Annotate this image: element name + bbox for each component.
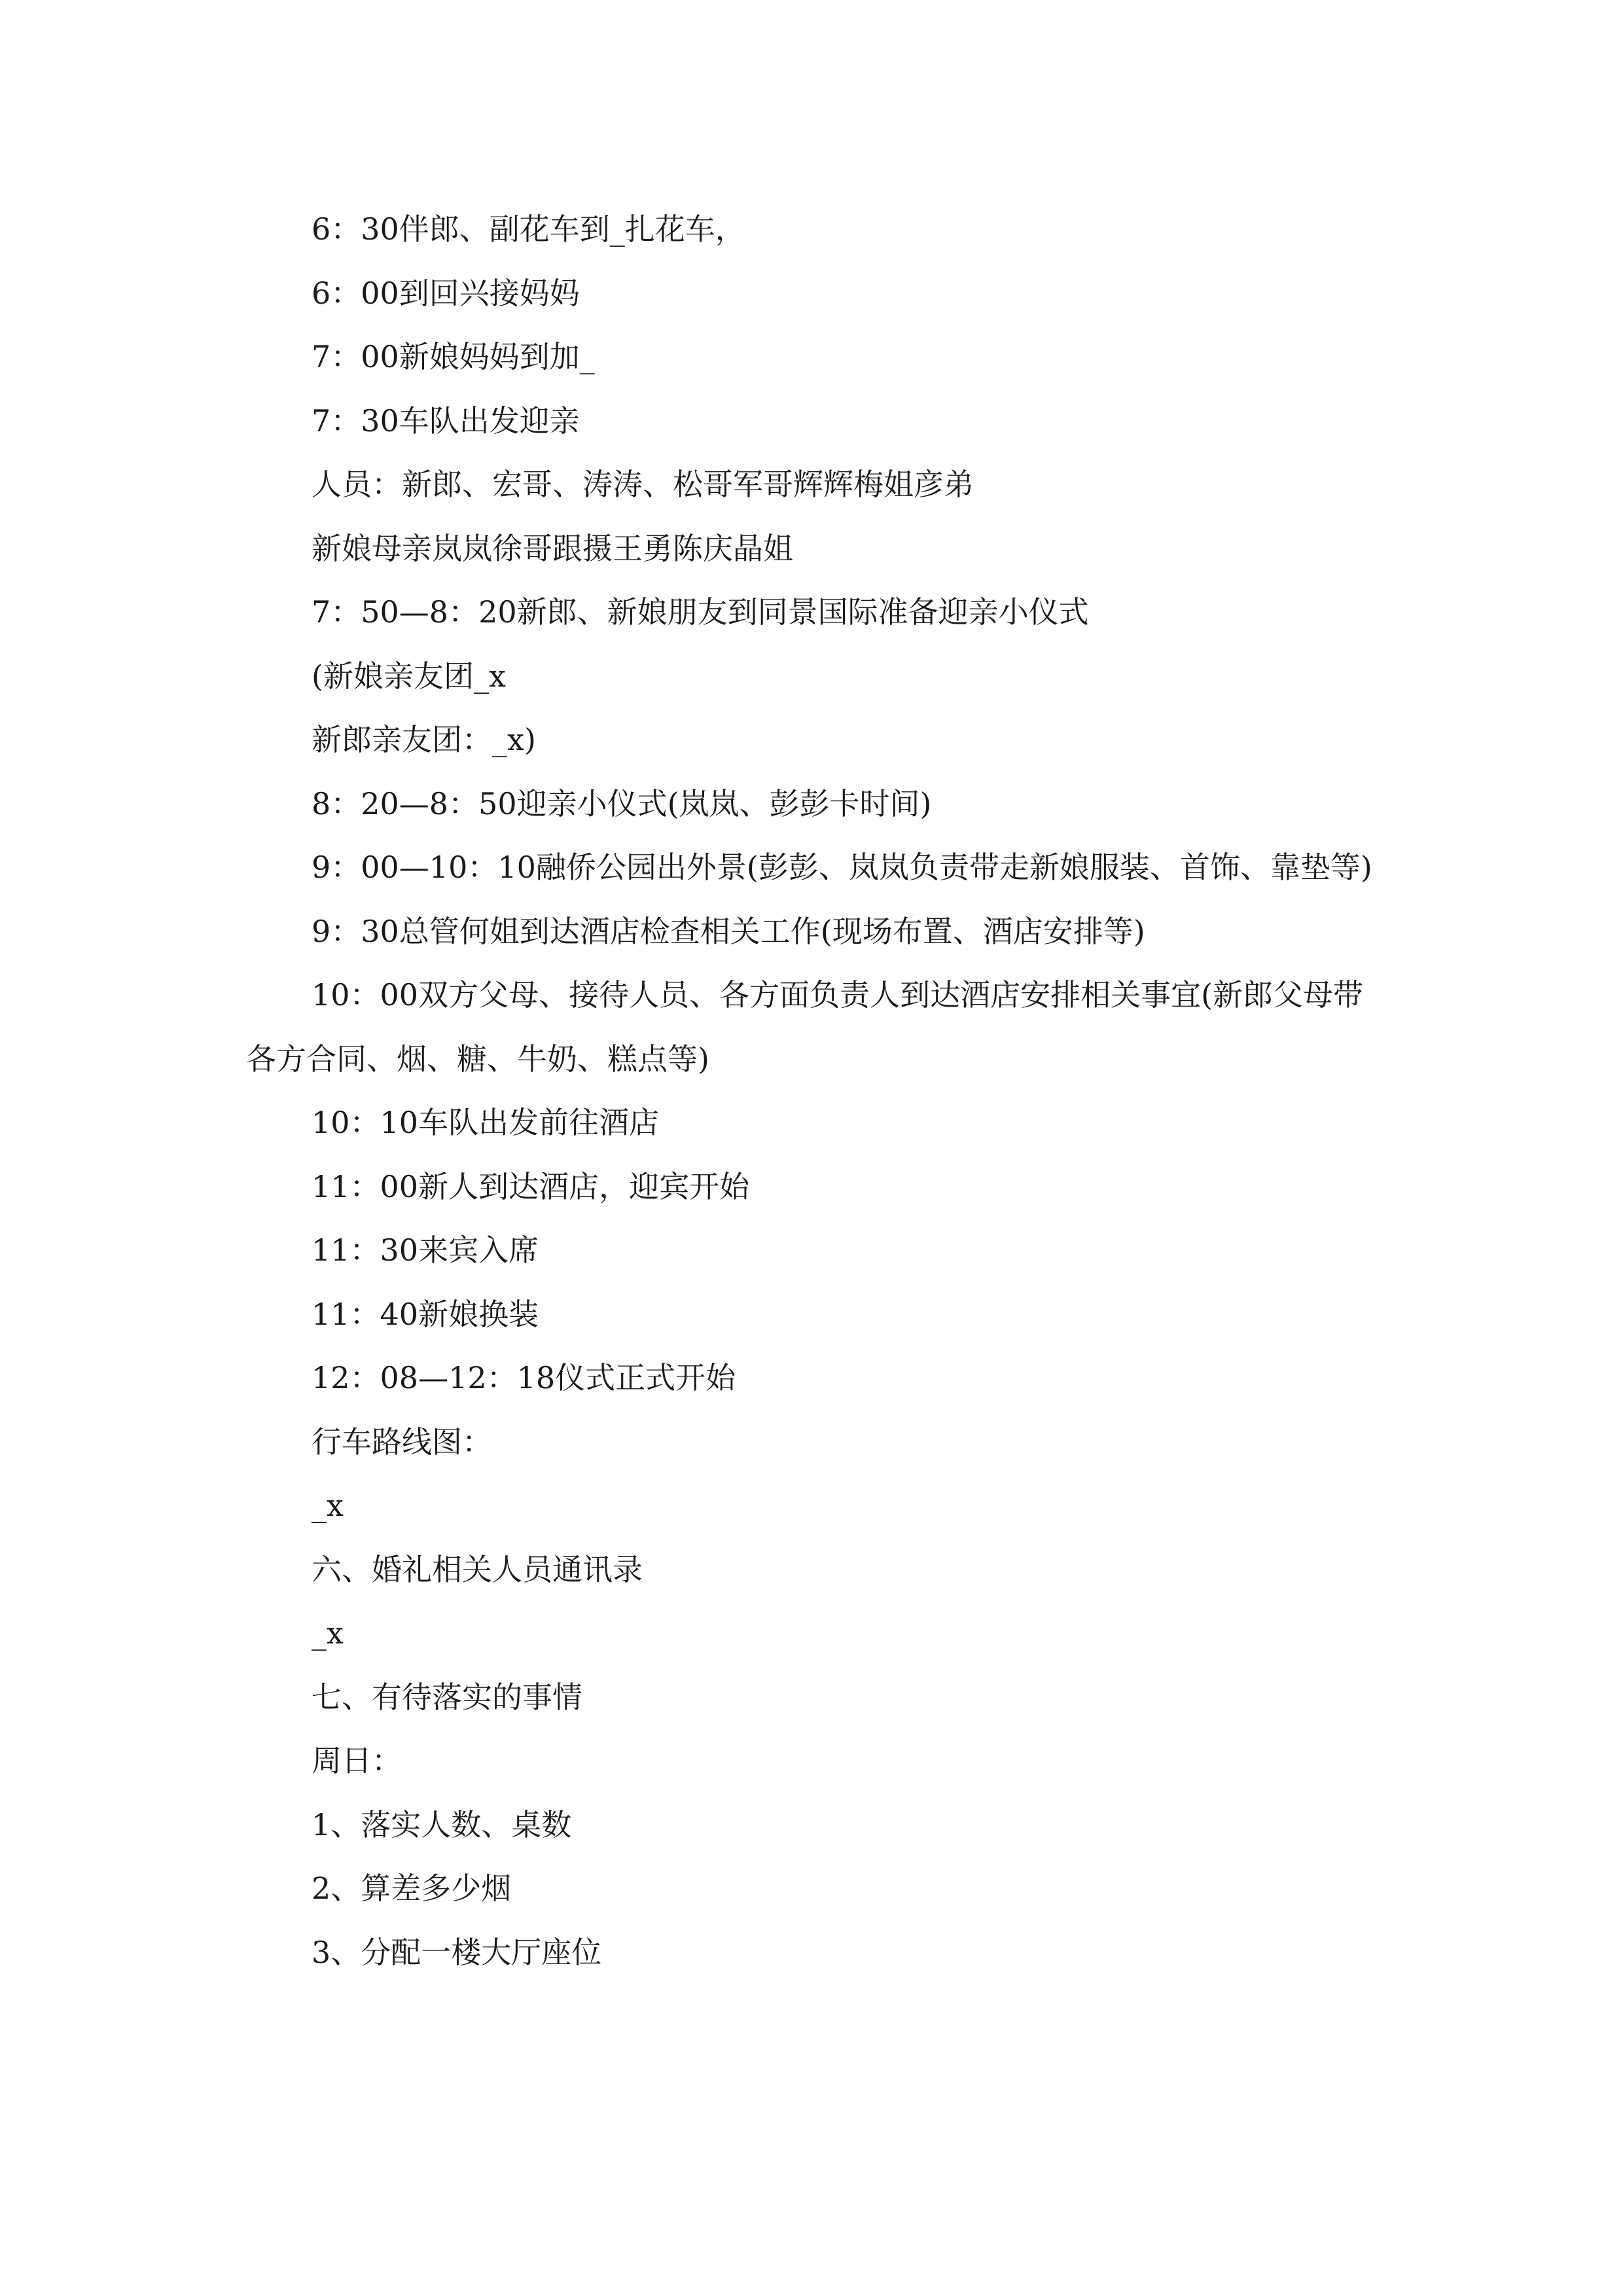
staff-list: 人员：新郎、宏哥、涛涛、松哥军哥辉辉梅姐彦弟 xyxy=(312,467,974,502)
schedule-paragraph: 10：00双方父母、接待人员、各方面负责人到达酒店安排相关事宜(新郎父母带各方合同、烟、糖、牛奶、糕点等) xyxy=(246,977,1364,1077)
schedule-line: 6：30伴郎、副花车到_扎花车， xyxy=(312,211,745,247)
schedule-line: 7：50—8：20新郎、新娘朋友到同景国际准备迎亲小仪式 xyxy=(312,594,1089,630)
contact-list-content: _x xyxy=(312,1615,344,1651)
todo-item: 2、算差多少烟 xyxy=(312,1871,512,1906)
schedule-paragraph: 9：00—10：10融侨公园出外景(彭彭、岚岚负责带走新娘服装、首饰、靠垫等) xyxy=(312,850,1372,885)
schedule-line: 7：00新娘妈妈到加_ xyxy=(312,339,595,374)
route-map-content: _x xyxy=(312,1488,344,1523)
schedule-line: 11：40新娘换装 xyxy=(312,1296,539,1332)
schedule-line: 6：00到回兴接妈妈 xyxy=(312,275,580,311)
schedule-line: 8：20—8：50迎亲小仪式(岚岚、彭彭卡时间) xyxy=(312,785,932,821)
schedule-line: 11：00新人到达酒店，迎宾开始 xyxy=(312,1168,750,1204)
section-heading: 七、有待落实的事情 xyxy=(312,1679,582,1715)
document-body xyxy=(246,198,1385,1984)
staff-list: 新娘母亲岚岚徐哥跟摄王勇陈庆晶姐 xyxy=(312,530,793,566)
todo-item: 1、落实人数、桌数 xyxy=(312,1806,572,1842)
section-heading: 六、婚礼相关人员通讯录 xyxy=(312,1551,643,1587)
todo-item: 3、分配一楼大厅座位 xyxy=(312,1934,602,1970)
day-label: 周日： xyxy=(312,1743,402,1778)
schedule-line: 新郎亲友团：_x) xyxy=(312,722,536,757)
schedule-line: 10：10车队出发前往酒店 xyxy=(312,1105,660,1140)
schedule-line: 9：30总管何姐到达酒店检查相关工作(现场布置、酒店安排等) xyxy=(312,913,1145,949)
schedule-line: 7：30车队出发迎亲 xyxy=(312,403,580,439)
schedule-line: 11：30来宾入席 xyxy=(312,1232,539,1268)
schedule-line: (新娘亲友团_x xyxy=(312,658,506,694)
route-map-label: 行车路线图： xyxy=(312,1424,492,1460)
schedule-line: 12：08—12：18仪式正式开始 xyxy=(312,1360,736,1395)
